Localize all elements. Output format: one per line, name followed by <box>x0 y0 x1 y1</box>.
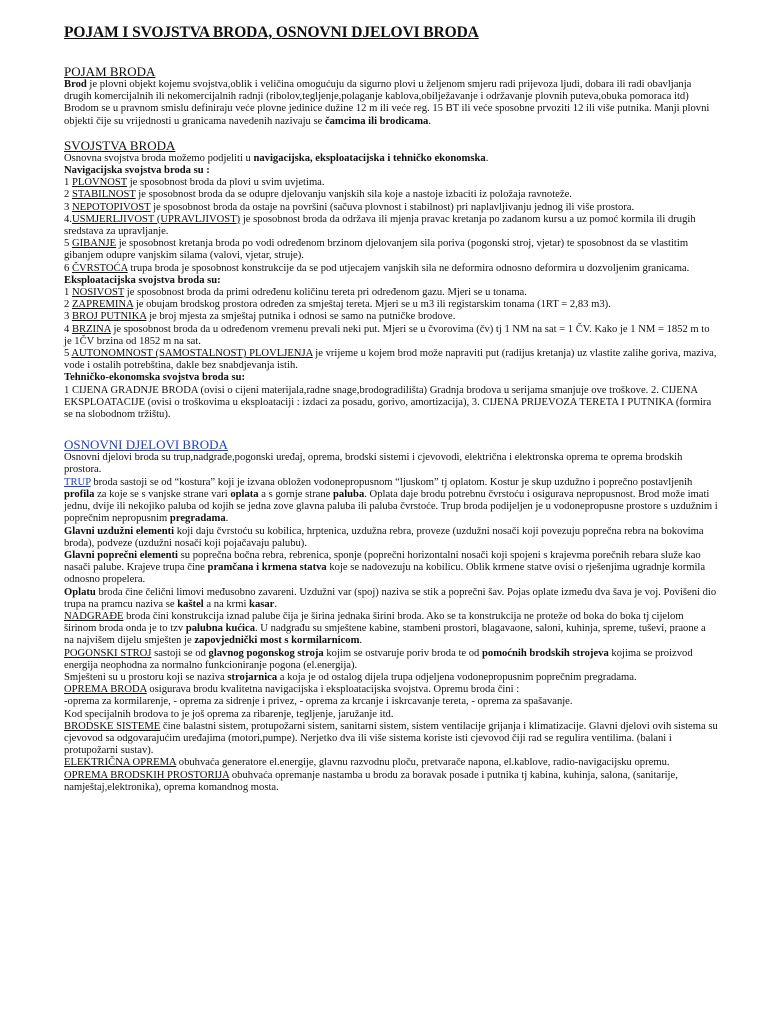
label-nadgradje: NADGRAĐE <box>64 610 124 622</box>
paragraph-brodski-sistemi: BRODSKE SISTEME čine balastni sistem, protupožarni sistem, sanitarni sistem, sistem ventilacije grijanja i klimatizacije. Glavni djelovi ovih sistema su cjevovod sa odgovarajućim uređajima (motori,pumpe). Nerjetko dva ili više sistema koriste isti cjevovod čiji rad se regulira ventilima. (balani i protupožarni sustav). <box>64 720 718 757</box>
list-item: 1 NOSIVOST je sposobnost broda da primi određenu količinu tereta pri određenom gazu. Mjeri se u tonama. <box>64 287 527 299</box>
list-item: 5 GIBANJE je sposobnost kretanja broda po vodi određenom brzinom djelovanjem sila poriva (pogonski stroj, vjetar) te sposobnost da se vlastitim gibanjem odupre vanjskim silama (valovi, vjetar, struje). <box>64 238 689 262</box>
paragraph-oprema: OPREMA BRODA osigurava brodu kvalitetna navigacijska i eksploatacijska svojstva. Opremu broda čini : <box>64 684 520 696</box>
paragraph-uzduzni-elementi: Glavni uzdužni elementi koji daju čvrstoću su kobilica, hrptenica, uzdužna rebra, proveze (uzdužni nosači koji povezuju poprečna rebra na bokovima broda), podveze (uzdužni nosači koji pojačavaju palubu). <box>64 525 704 549</box>
list-navigacijska <box>64 177 718 275</box>
paragraph-tehnicko: 1 CIJENA GRADNJE BRODA (ovisi o cijeni materijala,radne snage,brodogradilišta) Gradnja brodova u serijama smanjuje ove troškove. 2. CIJENA EKSPLOATACIJE (ovisi o troškovima u eksploataciji : izdaci za posadu, gorivo, amortizacija), 3. CIJENA PRIJEVOZA TERETA I PUTNIKA (formira se na slobodnom tržištu). <box>64 384 712 421</box>
section-heading-svojstva: SVOJSTVA BRODA <box>64 137 176 153</box>
subheading-navigacijska: Navigacijska svojstva broda su : <box>64 165 210 177</box>
paragraph-strojarnica: Smješteni su u prostoru koji se naziva strojarnica a koja je od ostalog dijela trupa odjeljena vodonepropusnim poprečnim pregradama. <box>64 671 637 683</box>
paragraph-brod-definition: Brod je plovni objekt kojemu svojstva,oblik i veličina omogućuju da sigurno plovi u željenom smjeru radi prijevoza ljudi, dobara ili radi obavljanja drugih komercijalnih ili nekomercijalnih radnji (ribolov,tegljenje,polaganje kablova,obilježavanje i održavanje plovnih puteva,obuka pomoraca itd) <box>64 79 692 103</box>
paragraph-oprema-prostorija: OPREMA BRODSKIH PROSTORIJA obuhvaća opremanje nastamba u brodu za boravak posade i putnika tj kabina, kuhinja, salona, (sanitarije, namještaj,elektronika), oprema komandnog mosta. <box>64 769 678 793</box>
paragraph-poprecni-elementi: Glavni poprečni elementi su poprečna bočna rebra, rebrenica, sponje (poprečni horizontalni nosači koji spojeni s krajevma porečnih rebara služe kao nasači palube. Krajeve trupa čine pramčana i krmena statva koje se nadovezuju na kobilicu. Oblik krmene statve ovisi o rješenjima ugradnje kormila odnosno propelera. <box>64 549 706 586</box>
list-item: 3 NEPOTOPIVOST je sposobnost broda da ostaje na površini (sačuva plovnost i stabilnost) pri naplavljivanju jednog ili više prostora. <box>64 201 635 213</box>
label-oprema-broda: OPREMA BRODA <box>64 684 147 696</box>
paragraph-pogonski-stroj: POGONSKI STROJ sastoji se od glavnog pogonskog stroja kojim se ostvaruje poriv broda te od pomoćnih brodskih strojeva kojima se proizvod energija neophodna za normalno funkcioniranje pogona (el.energija). <box>64 647 693 671</box>
label-brodski-sistemi: BRODSKE SISTEME <box>64 720 161 732</box>
list-eksploatacijska <box>64 287 718 372</box>
paragraph-svojstva-intro: Osnovna svojstva broda možemo podjeliti u navigacijska, eksploatacijska i tehničko ekonomska. <box>64 152 489 164</box>
list-item: 5 AUTONOMNOST (SAMOSTALNOST) PLOVLJENJA je vrijeme u kojem brod može napraviti put (radijus kretanja) uz vlastite zalihe goriva, maziva, vode i ostalih potrebština, dakle bez snabdjevanja istih. <box>64 348 717 372</box>
paragraph-oprema-spec: Kod specijalnih brodova to je još oprema za ribarenje, tegljenje, jaružanje itd. <box>64 708 394 720</box>
subheading-tehnicko: Tehničko-ekonomska svojstva broda su: <box>64 372 246 384</box>
label-elektricna-oprema: ELEKTRIČNA OPREMA <box>64 757 177 769</box>
section-heading-pojam: POJAM BRODA <box>64 64 156 79</box>
paragraph-nadgradje: NADGRAĐE broda čini konstrukcija iznad palube čija je širina jednaka širini broda. Ako se ta konstrukcija ne proteže od boka do boka tj cijelom širinom broda onda je to tzv palubna kućica. U nadgrađu su smještene kabine, stambeni prostori, blagavaone, saloni, kuhinja, spreme, tuševi, praone a na najvišem dijelu smješten je zapovjednički most s kormilarnicom. <box>64 610 706 647</box>
subheading-eksploatacijska: Eksploatacijska svojstva broda su: <box>64 274 221 286</box>
paragraph-elektricna-oprema: ELEKTRIČNA OPREMA obuhvaća generatore el.energije, glavnu razvodnu ploču, pretvarače napona, el.kablove, radio-navigacijsku opremu. <box>64 757 670 769</box>
paragraph-brod-legal: Brodom se u pravnom smislu definiraju veće plovne jedinice dužine 12 m ili veće reg. 15 BT ili veće sposobne prvoziti 12 ili više putnika. Manji plovni objekti čije su vrijednosti u granicama navedenih nazivaju se čamcima ili brodicama. <box>64 103 710 127</box>
list-item: 6 ČVRSTOĆA trupa broda je sposobnost konstrukcije da se pod utjecajem vanjskih sila ne deformira odnosno deformira u dozvoljenim granicama. <box>64 262 690 274</box>
list-item: 2 ZAPREMINA je obujam brodskog prostora određen za smještaj tereta. Mjeri se u m3 ili registarskim tonama (1RT = 2,83 m3). <box>64 299 611 311</box>
list-item: 4.USMJERLJIVOST (UPRAVLJIVOST) je sposobnost broda da održava ili mjenja pravac kretanja po zadanom kursu a uz pomoć kormila ili drugih sredstava za upravljanje. <box>64 213 696 238</box>
list-item: 1 PLOVNOST je sposobnost broda da plovi u svim uvjetima. <box>64 177 325 189</box>
paragraph-djelovi-intro: Osnovni djelovi broda su trup,nadgrađe,pogonski uređaj, oprema, brodski sistemi i cjevovodi, električna i elektronska oprema te oprema brodskih prostora. <box>64 452 683 476</box>
label-oprema-prostorija: OPREMA BRODSKIH PROSTORIJA <box>64 769 230 781</box>
paragraph-trup: TRUP broda sastoji se od “kostura” koji je izvana obložen vodonepropusnom “ljuskom” tj oplatom. Kostur je skup uzdužno i poprečno postavljenih profila za koje se s vanjske strane vari oplata a s gornje strane paluba. Oplata daje brodu potrebnu čvrstoću i osigurava nepropusnost. Brod može imati jednu, dvije ili nekojiko paluba od kojih se jedna zove glavna paluba ili paluba čvrstoće. Trup broda podijeljen je u vodonepropusne prostore s uzdužnim i poprečnim nepropusnim pregradama. <box>64 476 718 525</box>
section-heading-djelovi: OSNOVNI DJELOVI BRODA <box>64 437 228 453</box>
paragraph-oplata: Oplatu broda čine čelični limovi međusobno zavareni. Uzdužni var (spoj) naziva se stik a poprečni šav. Pojas oplate između dva šava je voj. Povišeni dio trupa na pramcu naziva se kaštel a na krmi kasar. <box>64 586 717 610</box>
list-item: 2 STABILNOST je sposobnost broda da se odupre djelovanju vanjskih sila koje a nastoje izbaciti iz položaja ravnoteže. <box>64 189 572 201</box>
label-pogonski-stroj: POGONSKI STROJ <box>64 647 152 659</box>
page-title: POJAM I SVOJSTVA BRODA, OSNOVNI DJELOVI BRODA <box>64 24 479 41</box>
list-item: 3 BROJ PUTNIKA je broj mjesta za smještaj putnika i odnosi se samo na putničke brodove. <box>64 311 456 323</box>
paragraph-oprema-list: -oprema za kormilarenje, - oprema za sidrenje i privez, - oprema za krcanje i iskrcavanje tereta, - oprema za spašavanje. <box>64 696 573 708</box>
link-trup[interactable]: TRUP <box>64 476 91 488</box>
list-item: 4 BRZINA je sposobnost broda da u određenom vremenu prevali neki put. Mjeri se u čvorovima (čv) tj 1 NM na sat = 1 ČV. Kako je 1 NM = 1852 m to je 1ČV brzina od 1852 m na sat. <box>64 323 710 347</box>
